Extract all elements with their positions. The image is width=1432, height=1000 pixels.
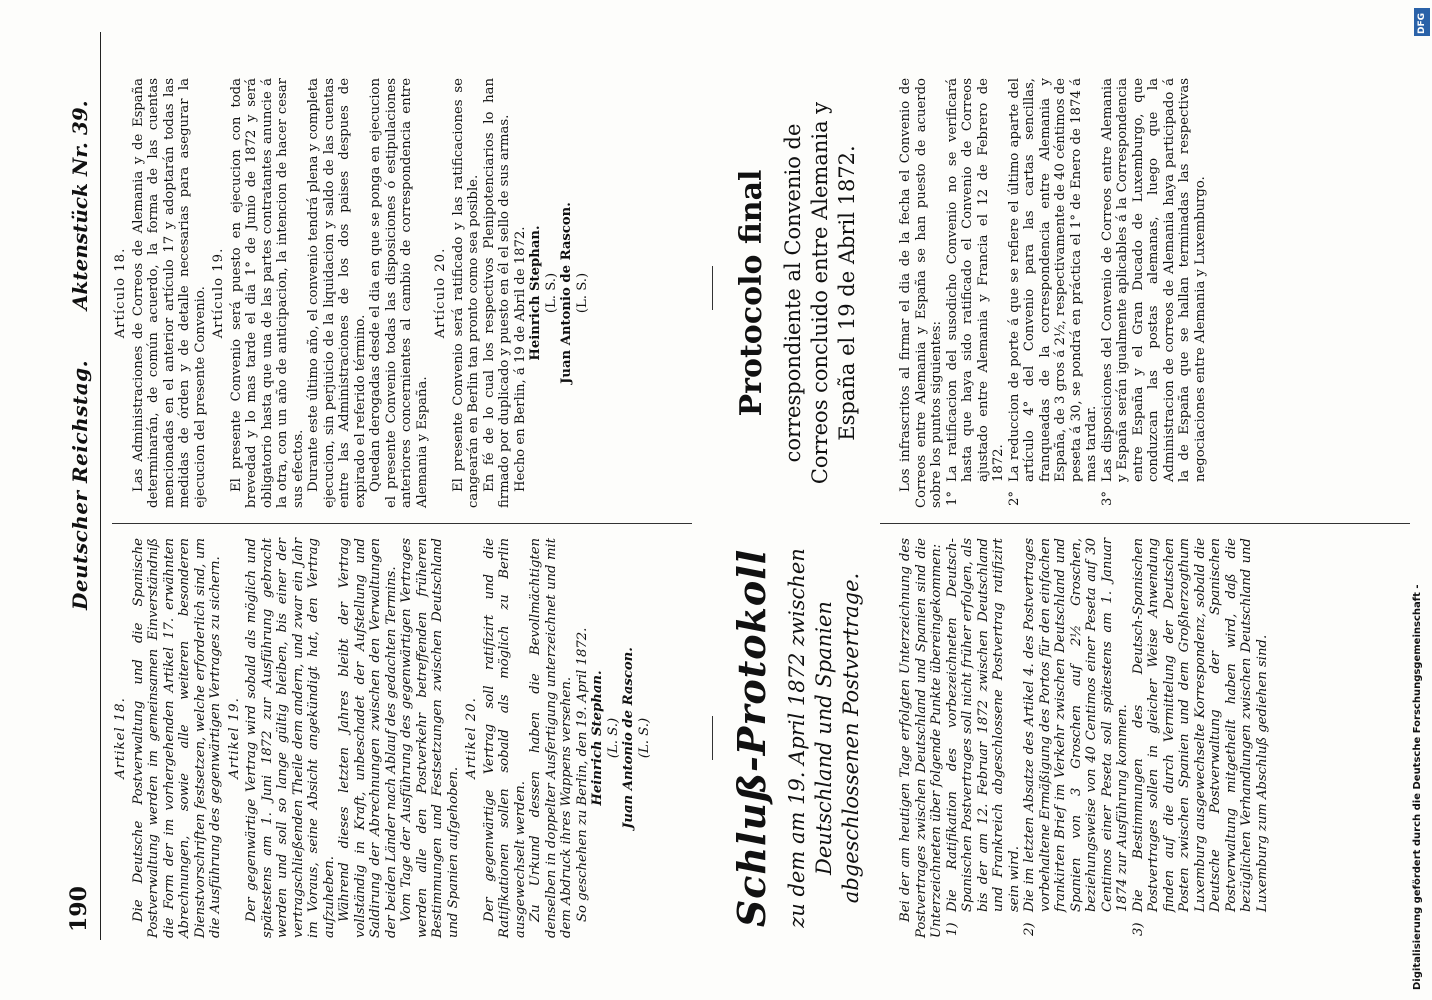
article-text: El presente Convenio será ratificado y las ratificaciones se cangearán en Berlin tan pronto como sea posible. (450, 78, 481, 508)
section-separator (712, 716, 713, 760)
article-heading: Artículo 18. (113, 247, 128, 339)
credit-text: Digitalisierung gefördert durch die Deutsche Forschungsgemeinschaft - (1412, 584, 1423, 990)
item-text: La ratificacion del susodicho Convenio no se verificará hasta que haya sido ratificado el Convenio de Correos ajustado entre Alemania y Francia el 12 de Febrero de 1872. (944, 78, 1006, 482)
protocol-intro: Bei der am heutigen Tage erfolgten Unterzeichnung des Postvertrages zwischen Deutschland und Spanien sind die Unterzeichneten über folgende Punkte übereingekommen: (898, 538, 944, 938)
protocol-item (1131, 538, 1271, 938)
item-number: 2° (1006, 491, 1022, 506)
article-text: Las Administraciones de Correos de Alemania y de España determinarán, de común acuerdo, la forma de las cuentas mencionadas en el anterior artículo 17 y adoptarán todas las medidas de órden y de detalle necesarias para asegurar la ejecucion del presente Convenio. (130, 78, 208, 508)
column-divider (880, 523, 1410, 524)
item-number: 1° (944, 491, 960, 506)
german-articles-column (110, 538, 652, 938)
article-text: Der gegenwärtige Vertrag wird sobald als möglich und spätestens am 1. Juni 1872 zur Ausführung gebracht werden und soll so lange gültig bleiben, bis einer der vertragschließenden Theile dem andern, und zwar ein Jahr im Voraus, seine Absicht angekündigt hat, den Vertrag aufzuheben. (244, 538, 337, 938)
item-text: Die Bestimmungen des Deutsch-Spanischen Postvertrages sollen in gleicher Weise Anwendung finden auf die durch Vermittelung der Deutschen Posten zwischen Spanien und dem Großherzogthum Luxemburg ausgewechselte Korrespondenz, sobald die Deutsche Postverwaltung der Spanischen Postverwaltung mitgetheilt haben wird, daß die bezüglichen Verhandlungen zwischen Deutschland und Luxemburg zum Abschluß gediehen sind. (1130, 538, 1270, 912)
digitization-credit (1410, 0, 1430, 1000)
protocol-intro: Los infrascritos al firmar el dia de la fecha el Convenio de Correos entre Alemania y España se han puesto de acuerdo sobre los puntos siguientes: (898, 78, 944, 508)
item-text: Die Ratifikation des vorbezeichneten Deutsch-Spanischen Postvertrages soll nicht früher erfolgen, als bis der am 12. Februar 1872 zwischen Deutschland und Frankreich abgeschlossene Postvertrag ratifizirt sein wird. (944, 538, 1022, 912)
article-heading: Artikel 19. (226, 697, 242, 779)
column-divider (112, 523, 692, 524)
article-text: So geschehen zu Berlin, den 19. April 1872. (574, 627, 590, 922)
article-heading: Artículo 20. (433, 247, 448, 339)
header-rule (100, 32, 101, 940)
article-text: En fé de lo cual los respectivos Plenipotenciarios lo han firmado por duplicado y puesto en él el sello de sus armas. (481, 78, 512, 508)
article-text: Quedan derogadas desde el dia en que se ponga en ejecucion el presente Convenio todas las disposiciones ó estipulaciones anteriores concernientes al cambio de correspondencia entre Alemania y España. (368, 78, 430, 508)
item-number: 3) (1130, 922, 1146, 936)
item-number: 1) (944, 922, 960, 936)
seal-mark: (L. S.) (636, 717, 652, 759)
article-text: Zu Urkund dessen haben die Bevollmächtigten denselben in doppelter Ausfertigung unterzeichnet und mit dem Abdruck ihres Wappens versehen. (528, 538, 574, 938)
protocol-title-de: Schluß-Protokoll (729, 548, 774, 928)
article-text: Die Deutsche Postverwaltung und die Spanische Postverwaltung werden im gemeinsamen Einverständniß die Form der im vorhergehenden Artikel 17. erwähnten Abrechnungen, sowie alle weiteren besonderen Dienstvorschriften festsetzen, welche erforderlich sind, um die Ausführung des gegenwärtigen Vertrages zu sichern. (130, 538, 223, 938)
protocol-body-de (898, 538, 1270, 938)
article-text: Der gegenwärtige Vertrag soll ratifizirt und die Ratifikationen sollen sobald als möglich zu Berlin ausgewechselt werden. (481, 538, 528, 938)
protocol-item (1100, 78, 1209, 508)
section-separator (712, 266, 713, 310)
article-text: Durante este último año, el convenio tendrá plena y completa ejecucion, sin perjuicio de la liquidacion y saldo de las cuentas entre las Administraciones de los dos paises despues de expirado el referido término. (306, 78, 368, 508)
signature-name: Juan Antonio de Rascon. (559, 202, 574, 384)
header-right-title: Aktenstück Nr. 39. (68, 100, 92, 310)
article-heading: Artículo 19. (211, 247, 226, 339)
signature-name: Juan Antonio de Rascon. (621, 647, 636, 829)
article-text: El presente Convenio será puesto en ejecucion con toda brevedad y lo mas tarde el dia 1° de Junio de 1872 y será obligatorio hasta que una de las partes contratantes anuncie á la otra, con un año de anticipacion, la intencion de hacer cesar sus efectos. (228, 78, 306, 508)
protocol-title-es: Protocolo final (734, 169, 769, 417)
article-heading: Artikel 18. (113, 697, 128, 779)
page-number: 190 (66, 886, 92, 932)
article-heading: Artikel 20. (464, 697, 479, 779)
protocol-item (1007, 78, 1100, 508)
protocol-subtitle-es: correspondiente al Convenio de Correos concluido entre Alemania y España el 19 de Abril 1872. (781, 101, 859, 485)
protocol-subtitle-de: zu dem am 19. April 1872 zwischen Deutschland und Spanien abgeschlossenen Postvertrage. (785, 548, 863, 928)
dfg-logo (1414, 8, 1430, 36)
article-text: Während dieses letzten Jahres bleibt der Vertrag vollständig in Kraft, unbeschadet der Aufstellung und Saldirung der Abrechnungen zwischen den Verwaltungen der beiden Länder nach Ablauf des gedachten Termins. (337, 538, 399, 938)
article-text: Vom Tage der Ausführung des gegenwärtigen Vertrages werden alle den Postverkehr betreffenden früheren Bestimmungen und Festsetzungen zwischen Deutschland und Spanien aufgehoben. (399, 538, 461, 938)
article-text: Hecho en Berlin, á 19 de Abril de 1872. (512, 226, 528, 492)
dfg-badge-text: DFG (1417, 12, 1427, 34)
seal-mark: (L. S.) (605, 717, 621, 759)
protocol-item (945, 78, 1007, 508)
protocol-item (945, 538, 1023, 938)
protocol-item (1022, 538, 1131, 938)
seal-mark: (L. S.) (574, 272, 590, 314)
signature-name: Heinrich Stephan. (590, 670, 605, 806)
header-left-title: Deutscher Reichstag. (68, 359, 92, 610)
item-text: La reduccion de porte á que se refiere el último aparte del artículo 4° del Convenio para las cartas sencillas, franqueadas de la correspondencia entre Alemania y España, de 3 gros á 2½, respectivamente de 40 céntimos de peseta á 30, se pondrá en práctica el 1° de Enero de 1874 á mas tardar. (1006, 78, 1099, 482)
running-header (62, 30, 98, 940)
item-number: 2) (1022, 922, 1037, 936)
item-text: Die im letzten Absatze des Artikel 4. des Postvertrages vorbehaltene Ermäßigung des Portos für den einfachen frankirten Brief im Verkehr zwischen Deutschland und Spanien von 3 Groschen auf 2½ Groschen, beziehungsweise von 40 Centimos einer Peseta auf 30 Centimos einer Peseta soll spätestens am 1. Januar 1874 zur Ausführung kommen. (1022, 538, 1130, 912)
item-text: Las disposiciones del Convenio de Correos entre Alemania y España serán igualmente aplicables á la Correspondencia entre España y el Gran Ducado de Luxemburgo, que conduzcan las postas alemanas, luego que la Administracion de correos de Alemania haya participado á la de España que se hallan terminadas las respectivas negociaciones entre Alemania y Luxemburgo. (1099, 78, 1208, 482)
item-number: 3° (1099, 491, 1115, 506)
spanish-articles-column (110, 78, 590, 508)
seal-mark: (L. S.) (543, 272, 559, 314)
protocol-body-es (898, 78, 1208, 508)
signature-name: Heinrich Stephan. (528, 225, 543, 361)
